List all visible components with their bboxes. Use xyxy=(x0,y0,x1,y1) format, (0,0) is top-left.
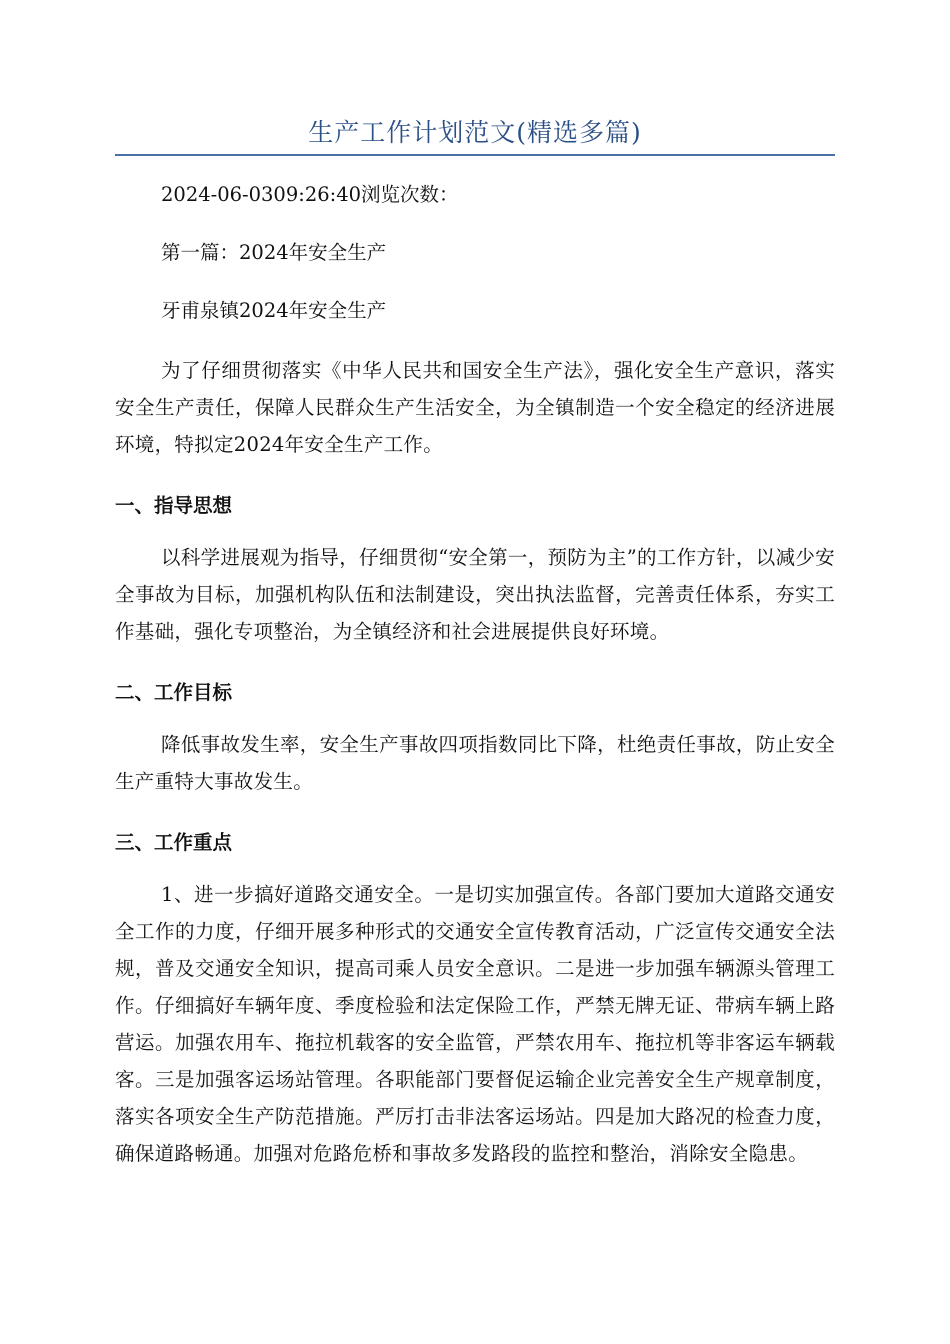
section-body-work-goal: 降低事故发生率，安全生产事故四项指数同比下降，杜绝责任事故，防止安全生产重特大事故发生。 xyxy=(115,733,835,793)
document-title: 生产工作计划范文(精选多篇) xyxy=(115,112,835,156)
document-page xyxy=(115,0,835,1172)
document-subtitle: 牙甫泉镇2024年安全生产 xyxy=(161,299,387,322)
section-body-guiding-thought: 以科学进展观为指导，仔细贯彻“安全第一，预防为主”的工作方针，以减少安全事故为目标，加强机构队伍和法制建设，突出执法监督，完善责任体系，夯实工作基础，强化专项整治，为全镇经济和社会进展提供良好环境。 xyxy=(115,546,835,643)
publish-meta: 2024-06-0309:26:40浏览次数： xyxy=(161,183,459,206)
section-heading-work-goal: 二、工作目标 xyxy=(115,681,233,704)
part-label: 第一篇：2024年安全生产 xyxy=(161,241,387,264)
section-heading-guiding-thought: 一、指导思想 xyxy=(115,494,233,517)
section-body-work-focus: 1、进一步搞好道路交通安全。一是切实加强宣传。各部门要加大道路交通安全工作的力度，仔细开展多种形式的交通安全宣传教育活动，广泛宣传交通安全法规，普及交通安全知识，提高司乘人员安全意识。二是进一步加强车辆源头管理工作。仔细搞好车辆年度、季度检验和法定保险工作，严禁无牌无证、带病车辆上路营运。加强农用车、拖拉机载客的安全监管，严禁农用车、拖拉机等非客运车辆载客。三是加强客运场站管理。各职能部门要督促运输企业完善安全生产规章制度，落实各项安全生产防范措施。严厉打击非法客运场站。四是加大路况的检查力度，确保道路畅通。加强对危路危桥和事故多发路段的监控和整治，消除安全隐患。 xyxy=(115,883,835,1165)
section-heading-work-focus: 三、工作重点 xyxy=(115,831,233,854)
intro-paragraph: 为了仔细贯彻落实《中华人民共和国安全生产法》，强化安全生产意识，落实安全生产责任，保障人民群众生产生活安全，为全镇制造一个安全稳定的经济进展环境，特拟定2024年安全生产工作。 xyxy=(115,359,835,456)
